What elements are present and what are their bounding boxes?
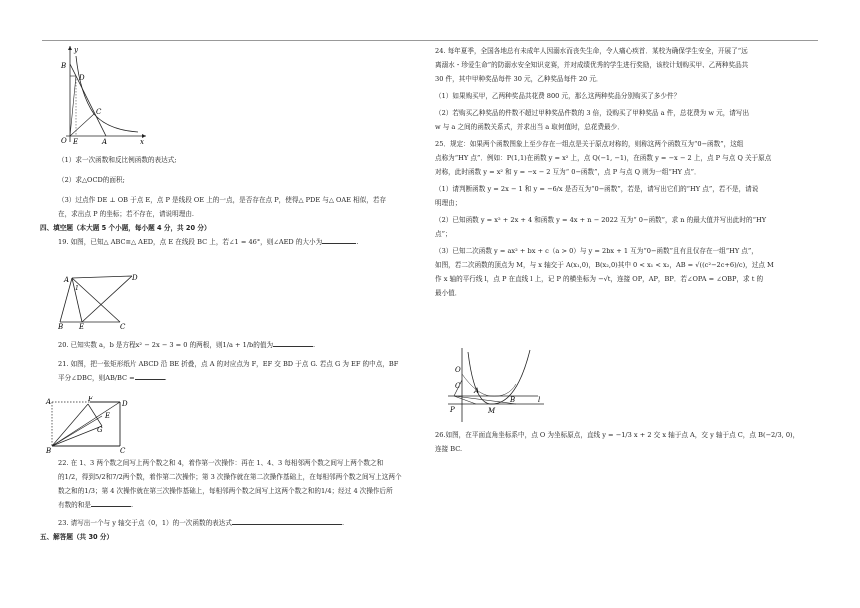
- fig25-label: O: [455, 366, 461, 374]
- fig21-label: C: [120, 447, 126, 454]
- fig19-label: A: [64, 276, 70, 284]
- fig19-label: D: [132, 274, 138, 282]
- q22-line2: 的1/2，得到5/2和7/2两个数，着作第二次操作；第 3 次操作就在第二次操作基础上，在每相邻两个数之间写上这两个: [58, 473, 402, 481]
- fig25-label: B: [510, 396, 516, 404]
- q24-part2-line2: w 与 a 之间的函数关系式，并求出当 a 取何值时，总花费最少．: [435, 123, 624, 131]
- q24-line3: 30 件，其中甲种奖品每件 30 元，乙种奖品每件 20 元．: [435, 75, 603, 83]
- q20-text: 20. 已知实数 a，b 是方程x² − 2x − 3 = 0 的两根，则1/a + 1/b的值为 .: [58, 338, 430, 352]
- section-4-heading: 四、填空题（本大题 5 个小题，每小题 4 分，共 20 分）: [40, 224, 211, 232]
- fig21-label: E: [105, 412, 111, 420]
- q23-body: 23. 请写出一个与 y 轴交于点（0，1）的一次函数的表达式: [58, 519, 232, 527]
- fig18-label: C: [96, 108, 102, 116]
- fig18-label: y: [74, 46, 78, 54]
- figure-q21-rectangle: [44, 396, 134, 454]
- q25-part3-line4: 最小值．: [435, 289, 462, 297]
- fig25-label: l: [538, 396, 541, 404]
- q21-line1: 21. 如图，把一张矩形纸片 ABCD 沿 BE 折叠，点 A 的对应点为 F，EF 交 BD 于点 G. 若点 G 为 EF 的中点，BF: [58, 360, 399, 368]
- q24-part1: （1）如果购买甲，乙两种奖品共花费 800 元，那么这两种奖品分别购买了多少件？: [435, 92, 681, 100]
- fig25-label: M: [488, 407, 496, 415]
- fig18-label: O: [61, 137, 67, 144]
- q25-part1-line1: （1）请判断函数 y = 2x − 1 和 y = −6/x 是否互为“0−函数”，若是，请写出它们的“HY 点”，若不是，请说: [435, 185, 759, 193]
- q25-line2: 点称为“HY 点”．例如：P(1,1)在函数 y = x² 上，点 Q(−1, −1)，在函数 y = −x − 2 上，点 P 与点 Q 关于原点: [435, 154, 772, 162]
- fig25-label: A: [474, 387, 480, 395]
- q22-line1: 22. 在 1、3 两个数之间写上两个数之和 4，着作第一次操作：再在 1、4、3 每相邻两个数之间写上两个数之和: [58, 459, 384, 467]
- q18-part2: （2）求△OCD的面积;: [58, 176, 125, 184]
- section-5-heading: 五、解答题（共 30 分）: [40, 533, 114, 541]
- fig21-label: G: [97, 426, 103, 434]
- fig18-label: B: [61, 62, 67, 70]
- q18-part3-line1: （3）过点作 DE ⊥ OB 于点 E，点 P 是线段 OE 上的一点，是否存在点 P，使得△ PDE 与△ OAE 相似，若存: [58, 196, 387, 204]
- right-column-bottom: [435, 428, 820, 456]
- fig18-label: x: [140, 138, 144, 144]
- fig18-label: A: [102, 138, 108, 144]
- q21-line2: 平分∠DBC，则AB/BC = .: [58, 371, 430, 385]
- fig21-label: D: [122, 400, 128, 408]
- q25-part2-line1: （2）已知函数 y = x² + 2x + 4 和函数 y = 4x + n − 2022 互为“ 0−函数”，求 n 的最大值并写出此时的“HY: [435, 216, 767, 224]
- q25-part3-line1: （3）已知二次函数 y = ax² + bx + c（a > 0）与 y = 2bx + 1 互为“0−函数”且有且仅存在一组“HY 点”，: [435, 247, 758, 255]
- q25-line1: 25．规定：如果两个函数图象上至少存在一组点是关于原点对称的，则称这两个函数互为“0−函数”，这组: [435, 140, 744, 148]
- figure-q25-parabola: [446, 344, 546, 424]
- q25-part3-line2: 如图，若二次函数的顶点为 M，与 x 轴交于 A(x₁,0)，B(x₂,0)其中 0 < x₁ < x₂，AB = √((c²−2c+6)/c)，过点 M: [435, 261, 774, 269]
- q22-answer-blank[interactable]: [91, 498, 131, 507]
- q25-part3-line3: 作 x 轴的平行线 l，点 P 在直线 l 上，记 P 的横坐标为 −√t，连接 OP，AP，BP．若∠OPA = ∠OBP，求 t 的: [435, 275, 764, 283]
- fig18-label: E: [73, 138, 79, 144]
- fig19-label: E: [79, 323, 85, 330]
- figure-q18-graph: [58, 44, 148, 144]
- q18-part1: （1）求一次函数和反比例函数的表达式;: [58, 156, 177, 164]
- q25-line3: 对称，此时函数 y = x² 和 y = −x − 2 互为“ 0−函数”，点 P 与点 Q 则为一组“HY 点”．: [435, 168, 701, 176]
- q24-line2: 离溺水・珍爱生命”的防溺水安全知识竞赛，并对成绩优秀的学生进行奖励，该校计划购买甲、乙两种奖品共: [435, 61, 749, 69]
- q19-body: 19. 如图，已知△ ABC≅△ AED，点 E 在线段 BC 上，若∠1 = 46°，则∠AED 的大小为: [58, 238, 323, 246]
- fig25-label: C: [455, 382, 461, 390]
- q26-line1: 26.如图，在平面直角坐标系中，点 O 为坐标原点，直线 y = −1/3 x + 2 交 x 轴于点 A，交 y 轴于点 C，点 B(−2/3, 0)，: [435, 431, 800, 439]
- fig21-label: A: [46, 398, 52, 406]
- left-column-bottom: [40, 456, 430, 544]
- q19-text: 19. 如图，已知△ ABC≅△ AED，点 E 在线段 BC 上，若∠1 = 46°，则∠AED 的大小为 .: [58, 235, 430, 249]
- fig21-label: B: [46, 447, 52, 454]
- fig18-label: D: [79, 74, 85, 82]
- figure-q19-triangles: [58, 272, 138, 330]
- q22-body: 有数的和是: [58, 501, 91, 509]
- q20-body: 20. 已知实数 a，b 是方程x² − 2x − 3 = 0 的两根，则1/a + 1/b的值为: [58, 341, 274, 349]
- q22-line3: 数之和的1/3；第 4 次操作就在第三次操作基础上，每相邻两个数之间写上这两个数之和的1/4；经过 4 次操作后所: [58, 487, 393, 495]
- right-column: [435, 44, 820, 300]
- q24-line1: 24. 每年夏季，全国各地总有未成年人因溺水而丧失生命，令人痛心疾首．某校为确保学生安全，开展了“远: [435, 47, 748, 55]
- q23-text: 23. 请写出一个与 y 轴交于点（0，1）的一次函数的表达式 .: [58, 516, 430, 530]
- q23-answer-blank[interactable]: [232, 516, 342, 525]
- q21-answer-blank[interactable]: [135, 371, 165, 380]
- q21-body: 平分∠DBC，则AB/BC =: [58, 374, 135, 382]
- q25-part1-line2: 明理由；: [435, 199, 462, 207]
- header-rule: [42, 40, 818, 41]
- q20-answer-blank[interactable]: [273, 338, 313, 347]
- fig21-label: F: [88, 396, 93, 403]
- fig25-label: P: [450, 406, 455, 414]
- fig19-label: C: [120, 323, 126, 330]
- q19-answer-blank[interactable]: [322, 235, 356, 244]
- q22-line4: 有数的和是 .: [58, 498, 430, 512]
- q25-part2-line2: 点”；: [435, 230, 452, 238]
- q26-line2: 连接 BC.: [435, 445, 463, 453]
- q18-part3-line2: 在，求出点 P 的坐标；若不存在，请说明理由.: [58, 210, 195, 218]
- fig19-label: B: [58, 323, 64, 330]
- fig19-label: 1: [75, 285, 79, 292]
- left-column-mid: [58, 338, 430, 385]
- left-column: [40, 153, 430, 249]
- q24-part2-line1: （2）若购买乙种奖品的件数不超过甲种奖品件数的 3 倍，设购买了甲种奖品 a 件，总花费为 w 元，请写出: [435, 109, 750, 117]
